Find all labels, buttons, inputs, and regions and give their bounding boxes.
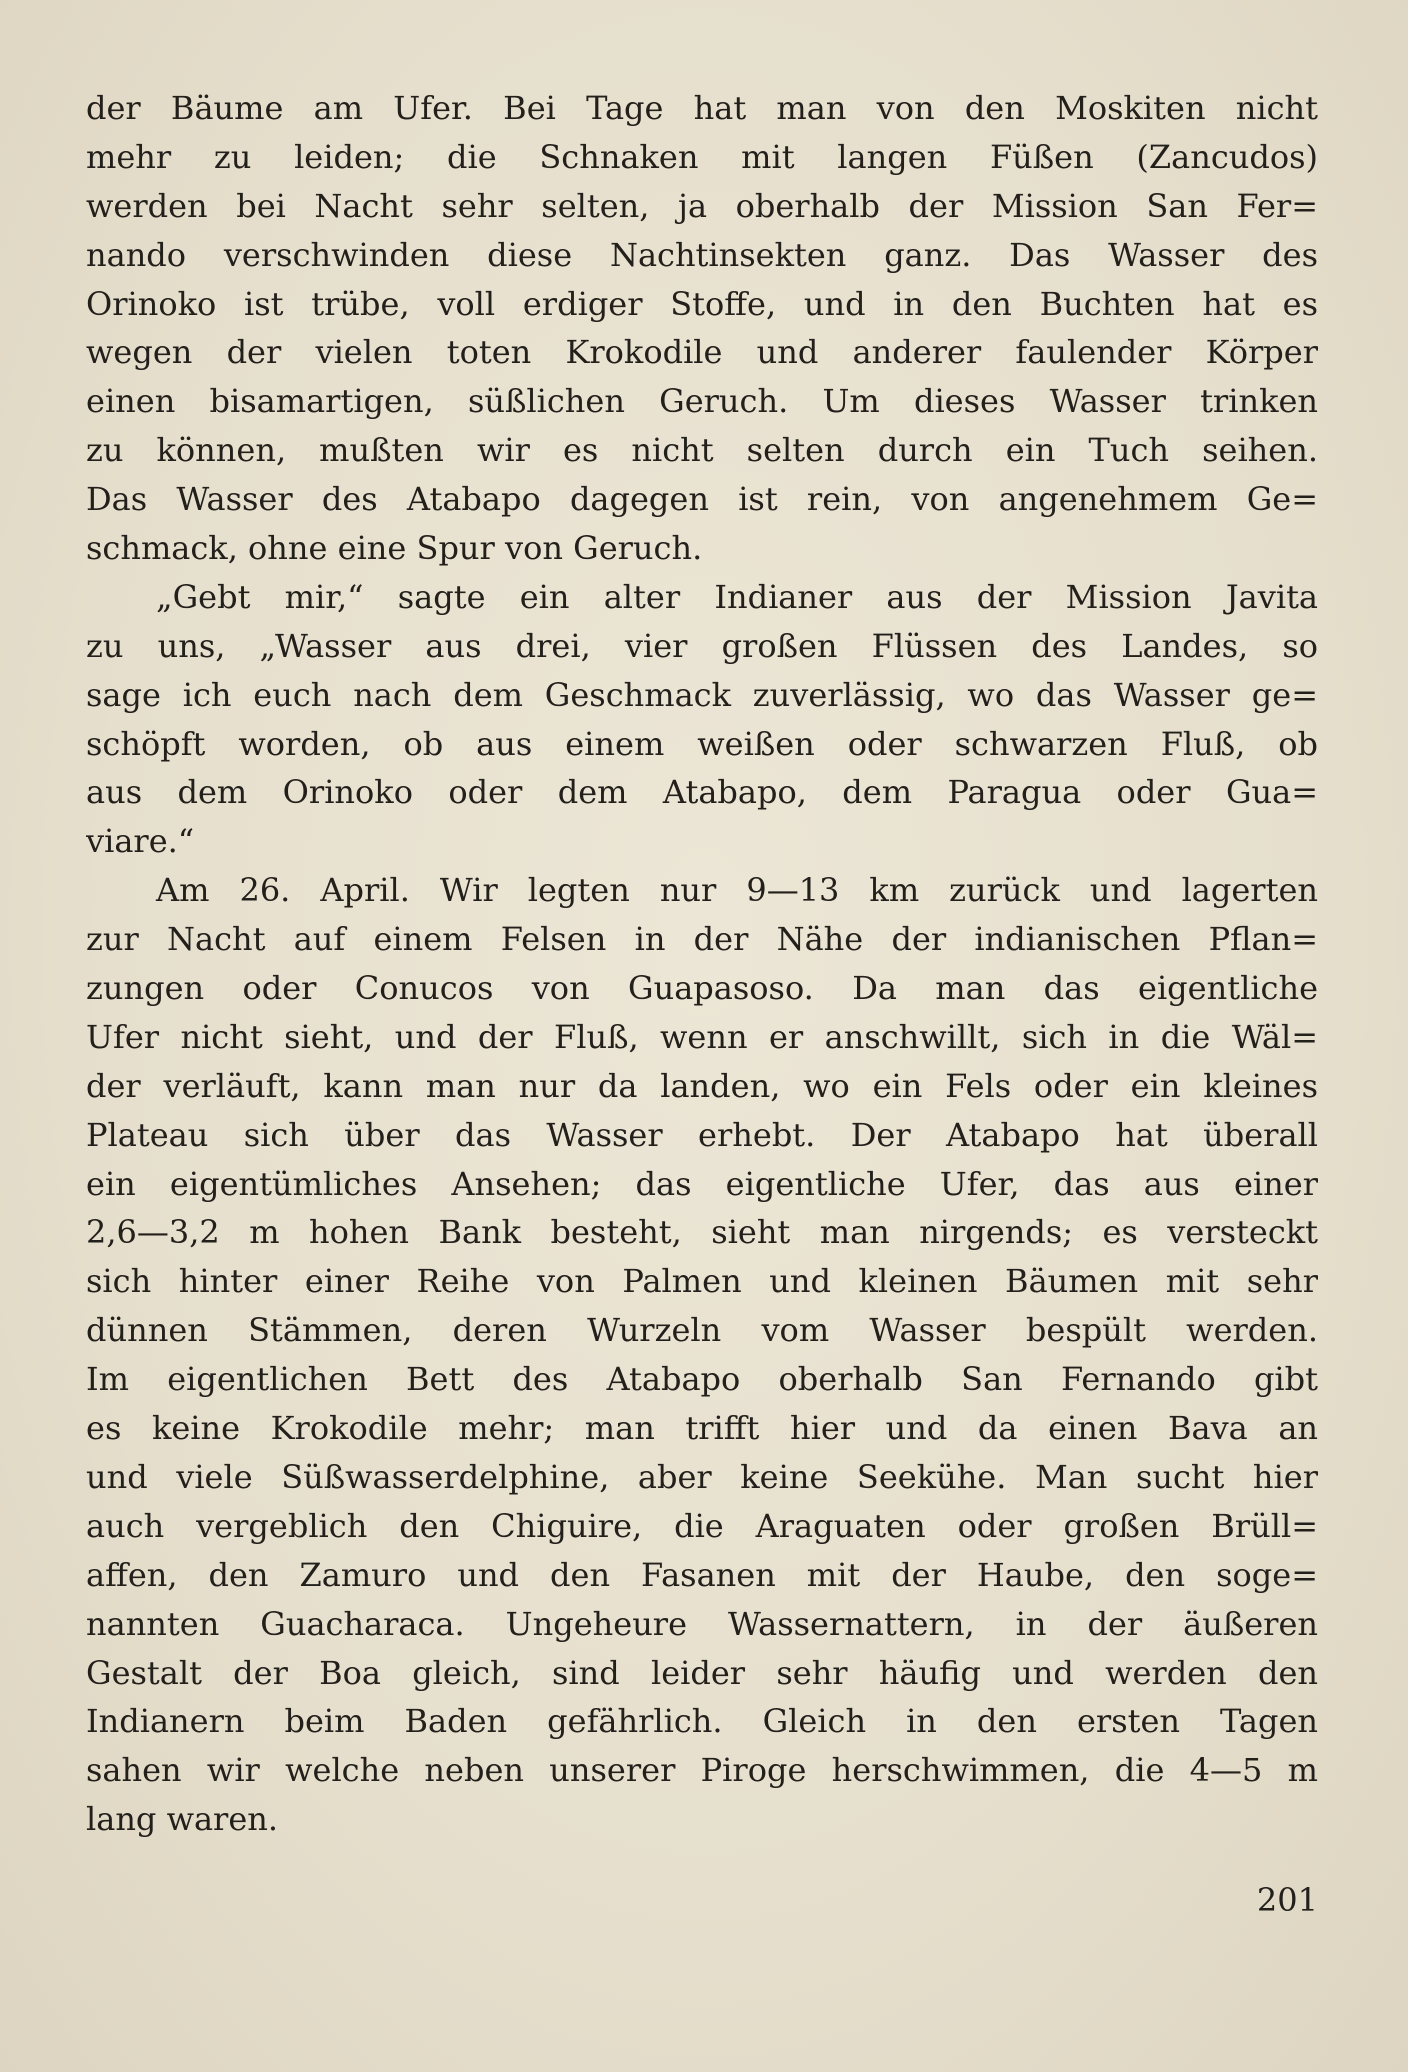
text-line: nannten Guacharaca. Ungeheure Wassernattern, in der äußeren xyxy=(86,1604,1318,1643)
text-line: einen bisamartigen, süßlichen Geruch. Um dieses Wasser trinken xyxy=(86,382,1318,421)
text-line: sich hinter einer Reihe von Palmen und kleinen Bäumen mit sehr xyxy=(86,1262,1318,1301)
text-line: Am 26. April. Wir legten nur 9—13 km zurück und lagerten xyxy=(156,871,1318,910)
text-line: es keine Krokodile mehr; man trifft hier und da einen Bava an xyxy=(86,1409,1318,1448)
text-line: werden bei Nacht sehr selten, ja oberhalb der Mission San Fer= xyxy=(86,186,1318,225)
text-line: zu können, mußten wir es nicht selten durch ein Tuch seihen. xyxy=(86,431,1318,470)
text-line: zur Nacht auf einem Felsen in der Nähe der indianischen Pflan= xyxy=(86,920,1318,959)
text-line: ein eigentümliches Ansehen; das eigentliche Ufer, das aus einer xyxy=(86,1164,1318,1203)
paragraph-1 xyxy=(86,84,1318,573)
text-line: wegen der vielen toten Krokodile und anderer faulender Körper xyxy=(86,333,1318,372)
text-line: auch vergeblich den Chiguire, die Araguaten oder großen Brüll= xyxy=(86,1506,1318,1545)
text-line: 2,6—3,2 m hohen Bank besteht, sieht man nirgends; es versteckt xyxy=(86,1213,1318,1252)
text-line: zu uns, „Wasser aus drei, vier großen Flüssen des Landes, so xyxy=(86,626,1318,665)
text-line: Indianern beim Baden gefährlich. Gleich in den ersten Tagen xyxy=(86,1702,1318,1741)
text-line: der Bäume am Ufer. Bei Tage hat man von den Moskiten nicht xyxy=(86,89,1318,127)
text-line: Im eigentlichen Bett des Atabapo oberhalb San Fernando gibt xyxy=(86,1360,1318,1399)
text-line: viare.“ xyxy=(86,822,195,861)
text-line: dünnen Stämmen, deren Wurzeln vom Wasser bespült werden. xyxy=(86,1311,1318,1350)
text-line: nando verschwinden diese Nachtinsekten ganz. Das Wasser des xyxy=(86,235,1318,274)
paragraph-3 xyxy=(86,866,1318,1844)
text-line: mehr zu leiden; die Schnaken mit langen Füßen (Zancudos) xyxy=(86,137,1318,176)
text-line: Orinoko ist trübe, voll erdiger Stoffe, und in den Buchten hat es xyxy=(86,284,1318,323)
page-number: 201 xyxy=(1256,1881,1318,1919)
text-line: schmack, ohne eine Spur von Geruch. xyxy=(86,529,703,568)
text-line: sage ich euch nach dem Geschmack zuverlässig, wo das Wasser ge= xyxy=(86,675,1318,714)
body-text xyxy=(86,84,1318,1844)
text-line: Ufer nicht sieht, und der Fluß, wenn er anschwillt, sich in die Wäl= xyxy=(86,1017,1318,1056)
text-line: und viele Süßwasserdelphine, aber keine Seekühe. Man sucht hier xyxy=(86,1457,1318,1496)
text-line: Das Wasser des Atabapo dagegen ist rein, von angenehmem Ge= xyxy=(86,480,1318,519)
text-line: der verläuft, kann man nur da landen, wo ein Fels oder ein kleines xyxy=(86,1066,1318,1105)
text-line: aus dem Orinoko oder dem Atabapo, dem Paragua oder Gua= xyxy=(86,773,1318,812)
text-line: „Gebt mir,“ sagte ein alter Indianer aus der Mission Javita xyxy=(156,577,1318,616)
text-line: lang waren. xyxy=(86,1800,279,1839)
text-line: Plateau sich über das Wasser erhebt. Der Atabapo hat überall xyxy=(86,1115,1318,1154)
text-line: sahen wir welche neben unserer Piroge herschwimmen, die 4—5 m xyxy=(86,1751,1318,1790)
text-line: affen, den Zamuro und den Fasanen mit der Haube, den soge= xyxy=(86,1555,1318,1594)
paragraph-2 xyxy=(86,573,1318,866)
text-line: schöpft worden, ob aus einem weißen oder schwarzen Fluß, ob xyxy=(86,724,1318,763)
text-line: zungen oder Conucos von Guapasoso. Da man das eigentliche xyxy=(86,969,1318,1008)
text-line: Gestalt der Boa gleich, sind leider sehr häufig und werden den xyxy=(86,1653,1318,1692)
